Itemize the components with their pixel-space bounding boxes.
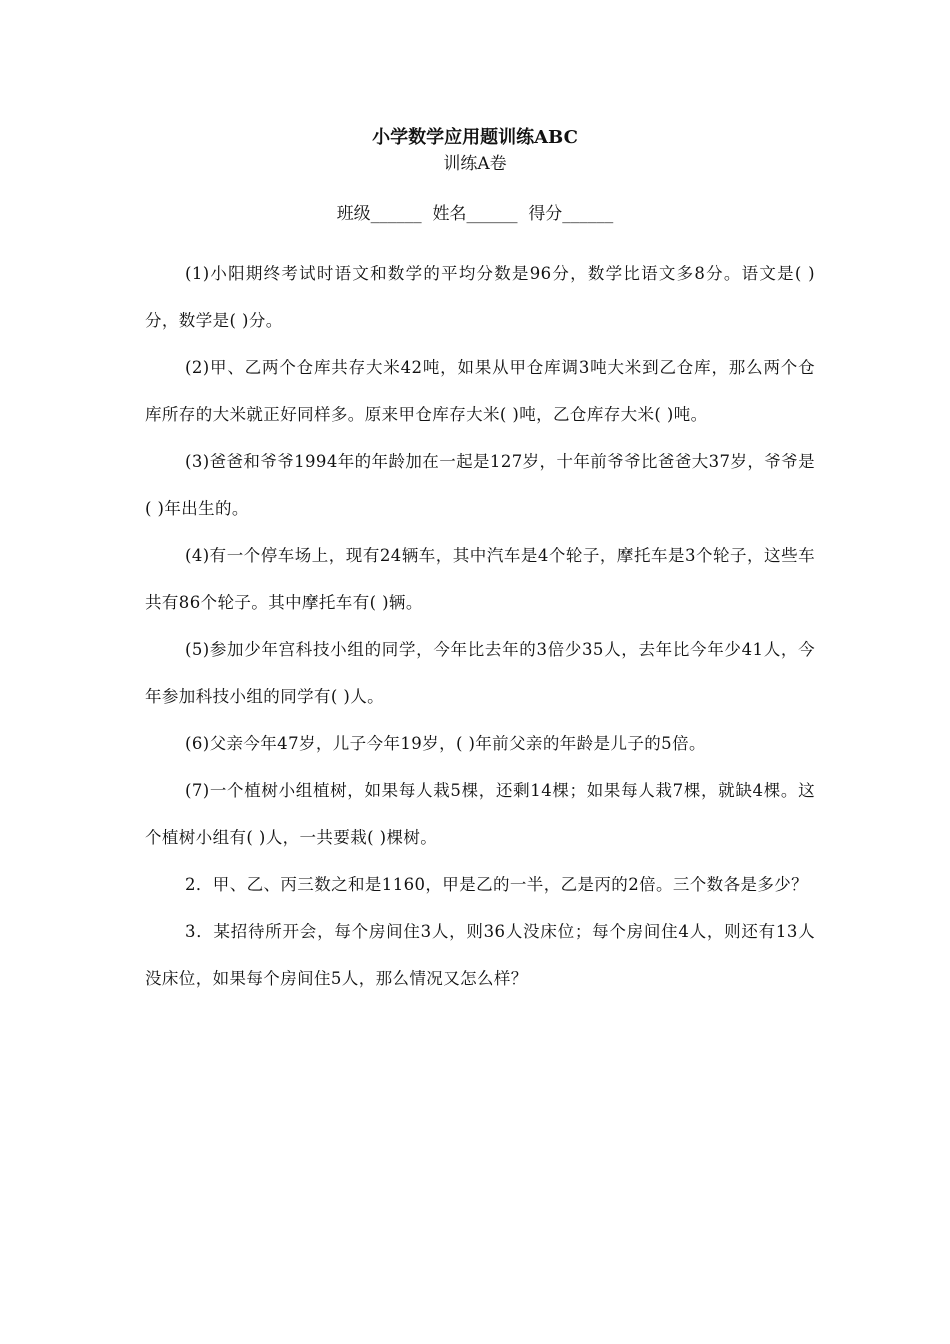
page-title: 小学数学应用题训练ABC [372,127,578,148]
question-2: 2．甲、乙、丙三数之和是1160，甲是乙的一半，乙是丙的2倍。三个数各是多少？ [185,875,809,894]
question-1-2: (2)甲、乙两个仓库共存大米42吨，如果从甲仓库调3吨大米到乙仓库，那么两个仓库所存的大米就正好同样多。原来甲仓库存大米( )吨，乙仓库存大米( )吨。 [145,358,815,424]
question-1-3: (3)爸爸和爷爷1994年的年龄加在一起是127岁，十年前爷爷比爸爸大37岁，爷爷是( )年出生的。 [145,452,815,518]
name-field: 姓名______ [432,204,518,224]
question-1-1: (1)小阳期终考试时语文和数学的平均分数是96分，数学比语文多8分。语文是( )分，数学是( )分。 [145,264,815,330]
question-1-5: (5)参加少年宫科技小组的同学，今年比去年的3倍少35人，去年比今年少41人，今年参加科技小组的同学有( )人。 [145,640,815,706]
class-field: 班级______ [336,204,422,224]
question-list [145,250,815,1002]
question-1-4: (4)有一个停车场上，现有24辆车，其中汽车是4个轮子，摩托车是3个轮子，这些车共有86个轮子。其中摩托车有( )辆。 [145,546,815,612]
question-1-6: (6)父亲今年47岁，儿子今年19岁，( )年前父亲的年龄是儿子的5倍。 [185,734,706,753]
student-info-line [0,201,950,227]
page-subtitle: 训练A卷 [443,154,507,174]
score-field: 得分______ [528,204,614,224]
question-1-7: (7)一个植树小组植树，如果每人栽5棵，还剩14棵；如果每人栽7棵，就缺4棵。这个植树小组有( )人，一共要栽( )棵树。 [145,781,815,847]
question-3: 3．某招待所开会，每个房间住3人，则36人没床位；每个房间住4人，则还有13人没床位，如果每个房间住5人，那么情况又怎么样？ [145,922,815,988]
